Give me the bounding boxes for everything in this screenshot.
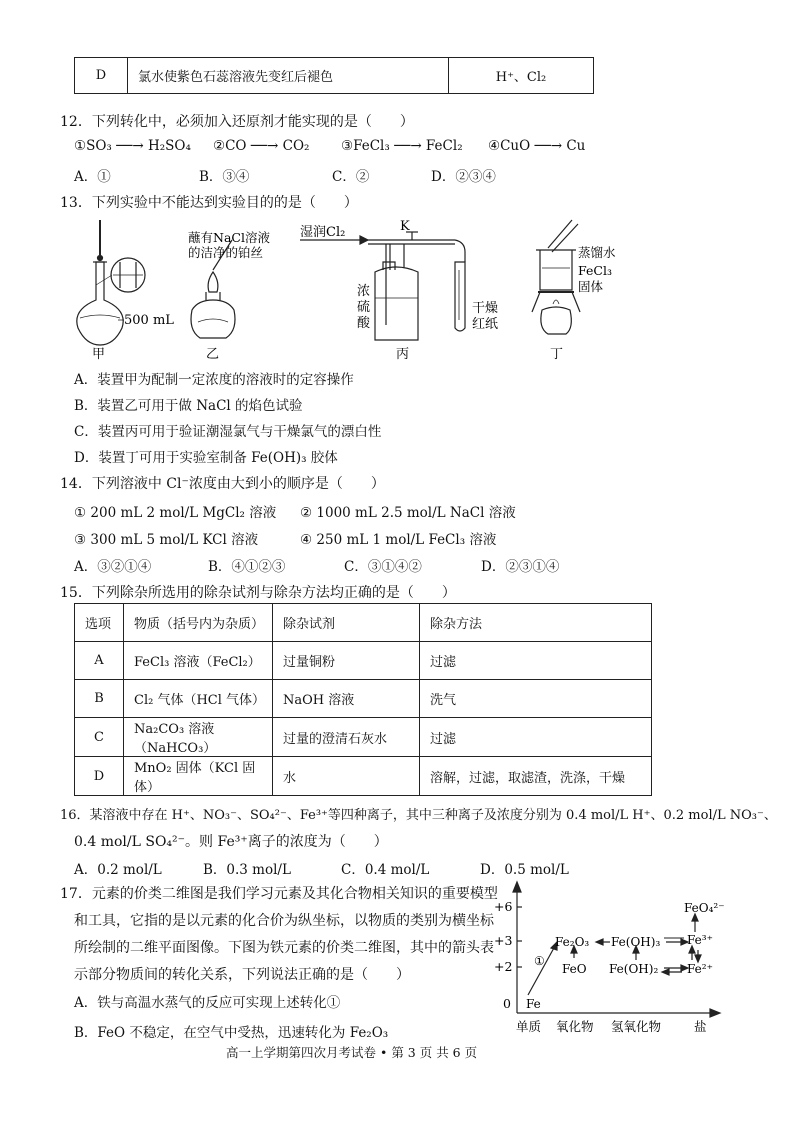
q15-row-d-reagent: 水 [273,757,420,796]
q15-row-a-substance: FeCl₃ 溶液（FeCl₂） [124,642,273,680]
platinum-wire-note-2: 的洁净的铂丝 [188,245,264,260]
q12-item-1: ①SO₃ ──→ H₂SO₄ [74,138,191,154]
q15-row-c-label: C [75,718,124,757]
q14-item-1: ① 200 mL 2 mol/L MgCl₂ 溶液 [74,505,277,521]
acid-label-1: 浓 [357,284,371,299]
q17-line-4: 示部分物质间的转化关系，下列说法正确的是（ ） [74,967,410,983]
q15-row-b-method: 洗气 [420,680,652,718]
q15-header-method: 除杂方法 [420,604,652,642]
y-tick-plus3: +3 [494,933,513,948]
x-tick-hydroxide: 氢氧化物 [611,1019,662,1034]
q12-item-3: ③FeCl₃ ──→ FeCl₂ [341,138,463,154]
q15-stem: 15．下列除杂所选用的除杂试剂与除杂方法均正确的是（ ） [60,585,456,601]
q16-option-c: C．0.4 mol/L [341,862,430,878]
x-tick-element: 单质 [516,1019,542,1034]
q12-item-4: ④CuO ──→ Cu [488,138,586,154]
paper-label-2: 红纸 [472,317,499,332]
q15-header-option: 选项 [75,604,124,642]
q16-option-a: A．0.2 mol/L [74,862,162,878]
y-tick-plus2: +2 [494,959,513,974]
q13-option-a: A．装置甲为配制一定浓度的溶液时的定容操作 [74,372,354,388]
q14-item-2: ② 1000 mL 2.5 mol/L NaCl 溶液 [300,505,516,521]
q15-row-c-method: 过滤 [420,718,652,757]
q13-option-c: C．装置丙可用于验证潮湿氯气与干燥氯气的漂白性 [74,424,382,440]
q15-row-b-substance: Cl₂ 气体（HCl 气体） [124,680,273,718]
q17-line-1: 17．元素的价类二维图是我们学习元素及其化合物相关知识的重要模型 [60,886,498,902]
fecl3-label: FeCl₃ [578,263,612,278]
acid-label-3: 酸 [357,316,371,331]
q15-row-d-method: 溶解，过滤，取滤渣，洗涤，干燥 [420,757,652,796]
q12-option-c: C．② [332,169,370,185]
y-tick-plus6: +6 [494,899,513,914]
q12-option-d: D．②③④ [431,169,496,185]
q15-row-d-substance: MnO₂ 固体（KCl 固体） [124,757,273,796]
q13-stem: 13．下列实验中不能达到实验目的的是（ ） [60,195,358,211]
page-footer: 高一上学期第四次月考试卷 • 第 3 页 共 6 页 [226,1045,478,1060]
q14-option-a: A．③②①④ [74,559,152,575]
species-fe2o3: Fe₂O₃ [555,935,590,949]
top-table-label: D [75,58,128,94]
q15-row-b-reagent: NaOH 溶液 [273,680,420,718]
species-fe: Fe [526,997,541,1011]
fig-label-c: 丙 [396,347,410,362]
fig-label-a: 甲 [92,347,106,362]
q17-option-a: A．铁与高温水蒸气的反应可实现上述转化① [74,995,341,1011]
fig-label-b: 乙 [206,347,220,362]
q13-option-b: B．装置乙可用于做 NaCl 的焰色试验 [74,398,303,414]
q17-line-3: 所绘制的二维平面图像。下图为铁元素的价类二维图，其中的箭头表 [74,940,494,956]
q14-item-4: ④ 250 mL 1 mol/L FeCl₃ 溶液 [300,532,497,548]
q15-row-c-substance: Na₂CO₃ 溶液（NaHCO₃） [124,718,273,757]
q16-line-2: 0.4 mol/L SO₄²⁻。则 Fe³⁺离子的浓度为（ ） [74,834,388,850]
q15-row-c-reagent: 过量的澄清石灰水 [273,718,420,757]
q15-row-b-label: B [75,680,124,718]
species-feo: FeO [562,962,587,976]
q15-row-a-reagent: 过量铜粉 [273,642,420,680]
q12-stem: 12．下列转化中，必须加入还原剂才能实现的是（ ） [60,114,414,130]
fig-label-d: 丁 [550,347,564,362]
q15-header-substance: 物质（括号内为杂质） [124,604,273,642]
paper-label-1: 干燥 [472,301,499,316]
x-tick-oxide: 氧化物 [556,1019,594,1034]
gas-label: 湿润Cl₂ [300,225,346,240]
flask-volume: 500 mL [124,313,174,328]
q14-stem: 14．下列溶液中 Cl⁻浓度由大到小的顺序是（ ） [60,476,385,492]
species-feoh2: Fe(OH)₂ [609,962,659,976]
q12-item-2: ②CO ──→ CO₂ [213,138,310,154]
species-fe3plus: Fe³⁺ [687,933,713,947]
q14-item-3: ③ 300 mL 5 mol/L KCl 溶液 [74,532,259,548]
q15-row-a-method: 过滤 [420,642,652,680]
x-tick-salt: 盐 [694,1019,707,1034]
top-table-desc: 氯水使紫色石蕊溶液先变红后褪色 [128,58,449,94]
q17-option-b: B．FeO 不稳定，在空气中受热，迅速转化为 Fe₂O₃ [74,1025,389,1041]
q12-option-a: A．① [74,169,111,185]
species-feo4: FeO₄²⁻ [684,901,725,915]
valve-label: K [400,219,410,234]
q14-option-c: C．③①④② [344,559,422,575]
y-tick-zero: 0 [503,996,511,1011]
species-fe2plus: Fe²⁺ [687,962,713,976]
q14-option-b: B．④①②③ [208,559,286,575]
species-feoh3: Fe(OH)₃ [611,935,661,949]
q14-option-d: D．②③①④ [481,559,560,575]
water-label: 蒸馏水 [578,245,616,260]
solid-label: 固体 [578,279,604,294]
q15-header-reagent: 除杂试剂 [273,604,420,642]
q16-line-1: 16．某溶液中存在 H⁺、NO₃⁻、SO₄²⁻、Fe³⁺等四种离子，其中三种离子及浓度分别为 0.4 mol/L H⁺、0.2 mol/L NO₃⁻、 [60,808,777,823]
q13-option-d: D．装置丁可用于实验室制备 Fe(OH)₃ 胶体 [74,450,338,466]
q15-row-a-label: A [75,642,124,680]
acid-label-2: 硫 [357,300,371,315]
q16-option-b: B．0.3 mol/L [203,862,291,878]
q12-option-b: B．③④ [199,169,250,185]
platinum-wire-note-1: 蘸有NaCl溶液 [188,230,270,245]
q16-option-d: D．0.5 mol/L [480,862,569,878]
q17-line-2: 和工具，它指的是以元素的化合价为纵坐标，以物质的类别为横坐标 [74,913,494,929]
arrow-label-1: ① [534,954,545,968]
q15-row-d-label: D [75,757,124,796]
top-table-answer: H⁺、Cl₂ [449,58,594,94]
